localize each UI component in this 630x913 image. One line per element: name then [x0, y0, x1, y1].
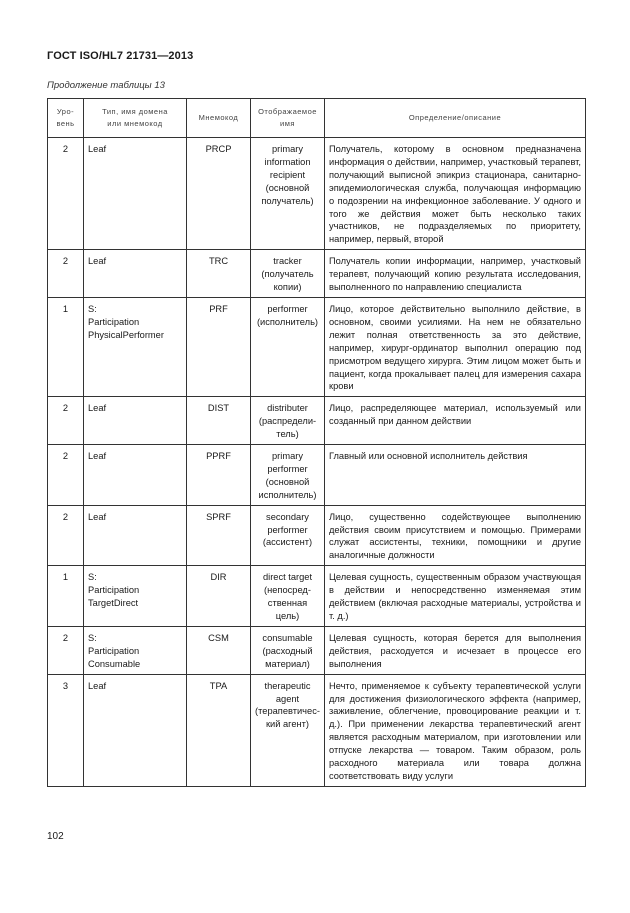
cell-display-name: consumable (расходный материал) — [251, 626, 325, 674]
cell-mnemonic: PRCP — [187, 138, 251, 250]
cell-display-name: primary performer (основной исполнитель) — [251, 445, 325, 506]
cell-display-name: tracker (получатель копии) — [251, 250, 325, 298]
cell-level: 2 — [48, 250, 84, 298]
cell-definition: Главный или основной исполнитель действия — [325, 445, 586, 506]
cell-type: Leaf — [84, 674, 187, 786]
cell-definition: Целевая сущность, существенным образом участвующая в действии и непосредственно изменяемая этим действием (включая расходные материалы, устройства и т. д.) — [325, 566, 586, 627]
data-table — [47, 98, 586, 787]
cell-display-name: primary information recipient (основной получатель) — [251, 138, 325, 250]
cell-type: Leaf — [84, 505, 187, 566]
table-continuation-caption: Продолжение таблицы 13 — [47, 80, 165, 91]
table-row — [48, 297, 586, 396]
page-number: 102 — [47, 831, 64, 842]
cell-display-name: performer (исполнитель) — [251, 297, 325, 396]
cell-mnemonic: PRF — [187, 297, 251, 396]
cell-mnemonic: PPRF — [187, 445, 251, 506]
cell-type: Leaf — [84, 250, 187, 298]
table-row — [48, 626, 586, 674]
cell-definition: Лицо, распределяющее материал, используемый или созданный при данном действии — [325, 397, 586, 445]
cell-type: Leaf — [84, 445, 187, 506]
cell-type: Leaf — [84, 138, 187, 250]
cell-mnemonic: DIR — [187, 566, 251, 627]
cell-level: 3 — [48, 674, 84, 786]
table-body — [48, 138, 586, 787]
table-row — [48, 505, 586, 566]
cell-type: S: Participation PhysicalPerformer — [84, 297, 187, 396]
cell-level: 2 — [48, 138, 84, 250]
table-row — [48, 566, 586, 627]
header-display-name: Отображаемое имя — [251, 99, 325, 138]
cell-definition: Лицо, которое действительно выполнило действие, в основном, своими усилиями. На нем не обязательно лежит полная ответственность за это действие, например, хирург-ординатор выполнил операцию под присмотром ведущего хирурга. Этим лицом может быть и пациент, когда прокалывает палец для измерения сахара крови — [325, 297, 586, 396]
header-mnemonic: Мнемокод — [187, 99, 251, 138]
header-type: Тип, имя домена или мнемокод — [84, 99, 187, 138]
document-title: ГОСТ ISO/HL7 21731—2013 — [47, 50, 194, 62]
cell-definition: Целевая сущность, которая берется для выполнения действия, расходуется и исчезает в процессе его выполнения — [325, 626, 586, 674]
table-row — [48, 445, 586, 506]
cell-level: 2 — [48, 397, 84, 445]
cell-display-name: distributer (распредели- тель) — [251, 397, 325, 445]
table-header-row — [48, 99, 586, 138]
table-row — [48, 397, 586, 445]
cell-level: 1 — [48, 297, 84, 396]
header-definition: Определение/описание — [325, 99, 586, 138]
cell-mnemonic: DIST — [187, 397, 251, 445]
cell-level: 2 — [48, 445, 84, 506]
cell-mnemonic: TRC — [187, 250, 251, 298]
cell-level: 1 — [48, 566, 84, 627]
cell-type: S: Participation Consumable — [84, 626, 187, 674]
cell-definition: Получатель копии информации, например, участковый терапевт, получающий копию результата исследования, выполненного по направлению специалиста — [325, 250, 586, 298]
cell-display-name: direct target (непосред- ственная цель) — [251, 566, 325, 627]
cell-display-name: secondary performer (ассистент) — [251, 505, 325, 566]
table-row — [48, 138, 586, 250]
cell-display-name: therapeutic agent (терапевтичес- кий агент) — [251, 674, 325, 786]
cell-definition: Нечто, применяемое к субъекту терапевтической услуги для достижения физиологического эффекта (например, заживление, облегчение, провоцирование реакции и т. д.). При применении лекарства терапевтический агент является расходным материалом, при изготовлении или отпуске лекарства — товаром. Таким образом, роль расходного материала или товара должна соответствовать виду услуги — [325, 674, 586, 786]
cell-type: S: Participation TargetDirect — [84, 566, 187, 627]
table-row — [48, 674, 586, 786]
header-level: Уро- вень — [48, 99, 84, 138]
cell-mnemonic: CSM — [187, 626, 251, 674]
cell-mnemonic: SPRF — [187, 505, 251, 566]
cell-definition: Лицо, существенно содействующее выполнению действия своим присутствием и помощью. Примерами служат ассистенты, техники, помощники и другие аналогичные должности — [325, 505, 586, 566]
cell-level: 2 — [48, 505, 84, 566]
cell-level: 2 — [48, 626, 84, 674]
cell-mnemonic: TPA — [187, 674, 251, 786]
cell-type: Leaf — [84, 397, 187, 445]
table-row — [48, 250, 586, 298]
cell-definition: Получатель, которому в основном предназначена информация о действии, например, участковый терапевт, получающий выписной эпикриз стационара, санитарно-эпидемиологическая служба, получающая информацию о подозрении на инфекционное заболевание. У одного и того же действия может быть несколько таких участников, не подразделяемых по приоритету, например, первый, второй — [325, 138, 586, 250]
